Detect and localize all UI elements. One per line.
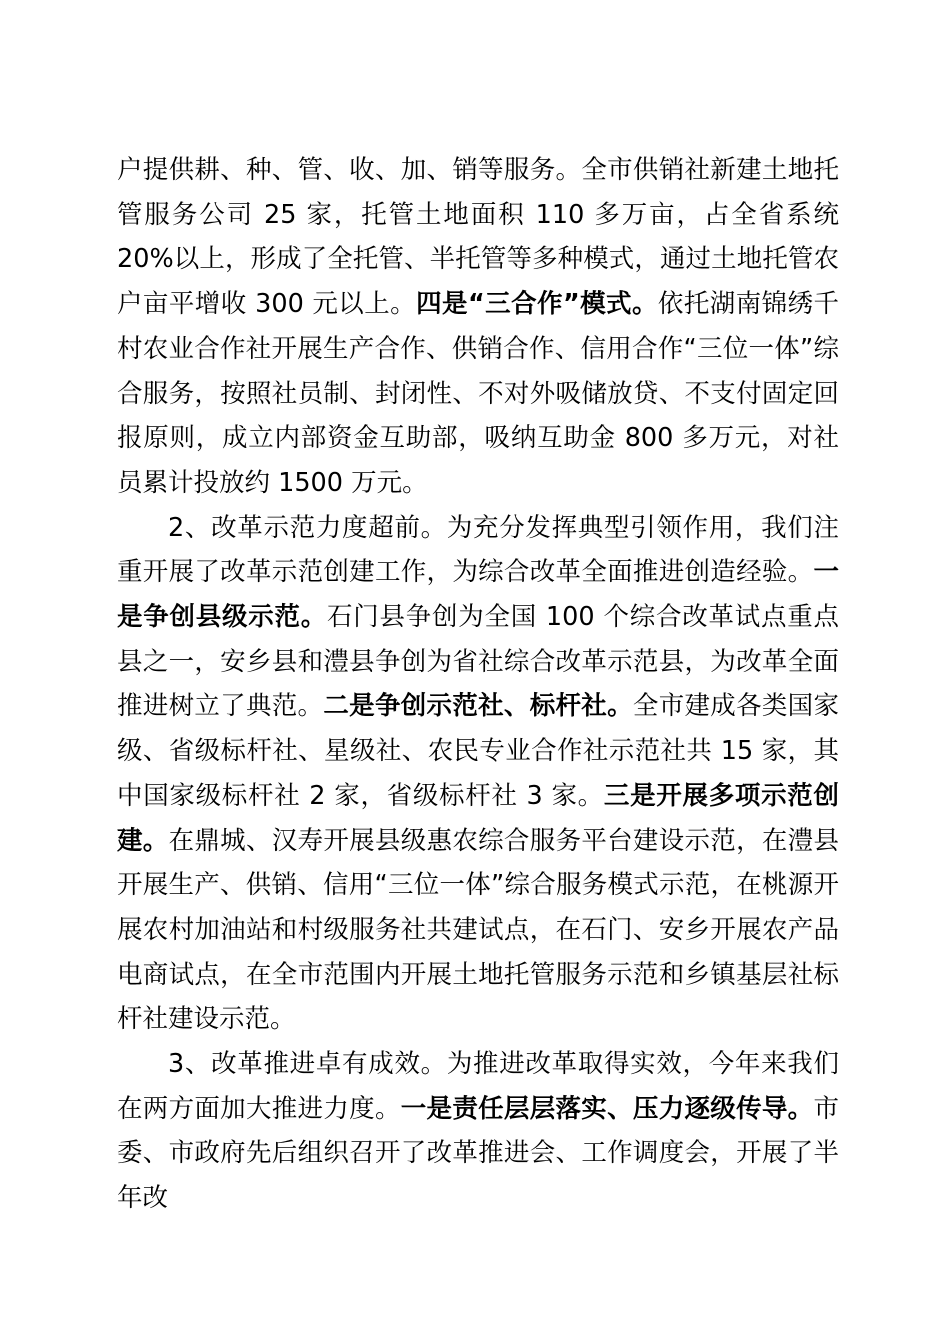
- paragraph-1-bold-heading: 四是“三合作”模式。: [416, 289, 658, 320]
- paragraph-3-bold-heading: 一是责任层层落实、压力逐级传导。: [400, 1093, 814, 1124]
- paragraph-3: [117, 1042, 839, 1221]
- paragraph-1-text-2: 依托湖南锦绣千村农业合作社开展生产合作、供销合作、信用合作“三位一体”综合服务，按照社员制、封闭性、不对外吸储放贷、不支付固定回报原则，成立内部资金互助部，吸纳互助金 800 多万元，对社员累计投放约 1500 万元。: [117, 289, 839, 498]
- paragraph-3-text-2: 市委、市政府先后组织召开了改革推进会、工作调度会，开展了半年改: [117, 1093, 839, 1214]
- paragraph-2-text-2: 石门县争创为全国 100 个综合改革试点重点县之一，安乡县和澧县争创为省社综合改革示范县，为改革全面推进树立了典范。: [117, 602, 839, 722]
- paragraph-2-text: 2、改革示范力度超前。为充分发挥典型引领作用，我们注重开展了改革示范创建工作，为综合改革全面推进创造经验。: [117, 512, 839, 588]
- paragraph-1: [117, 148, 839, 506]
- paragraph-1-text: 户提供耕、种、管、收、加、销等服务。全市供销社新建土地托管服务公司 25 家，托管土地面积 110 多万亩，占全省系统 20%以上，形成了全托管、半托管等多种模式，通过土地托管农户亩平增收 300 元以上。: [117, 155, 839, 320]
- document-body: [117, 148, 839, 1221]
- paragraph-2-bold-heading-1: 一是争创县级示范。: [117, 557, 839, 633]
- paragraph-2: [117, 506, 839, 1042]
- paragraph-2-bold-heading-3: 三是开展多项示范创建。: [117, 780, 839, 856]
- paragraph-3-text: 3、改革推进卓有成效。为推进改革取得实效，今年来我们在两方面加大推进力度。: [117, 1049, 839, 1124]
- paragraph-2-text-3: 全市建成各类国家级、省级标杆社、星级社、农民专业合作社示范社共 15 家，其中国家级标杆社 2 家，省级标杆社 3 家。: [117, 691, 839, 811]
- paragraph-2-bold-heading-2: 二是争创示范社、标杆社。: [323, 691, 633, 722]
- paragraph-2-text-4: 在鼎城、汉寿开展县级惠农综合服务平台建设示范，在澧县开展生产、供销、信用“三位一体”综合服务模式示范，在桃源开展农村加油站和村级服务社共建试点，在石门、安乡开展农产品电商试点，在全市范围内开展土地托管服务示范和乡镇基层社标杆社建设示范。: [117, 825, 839, 1035]
